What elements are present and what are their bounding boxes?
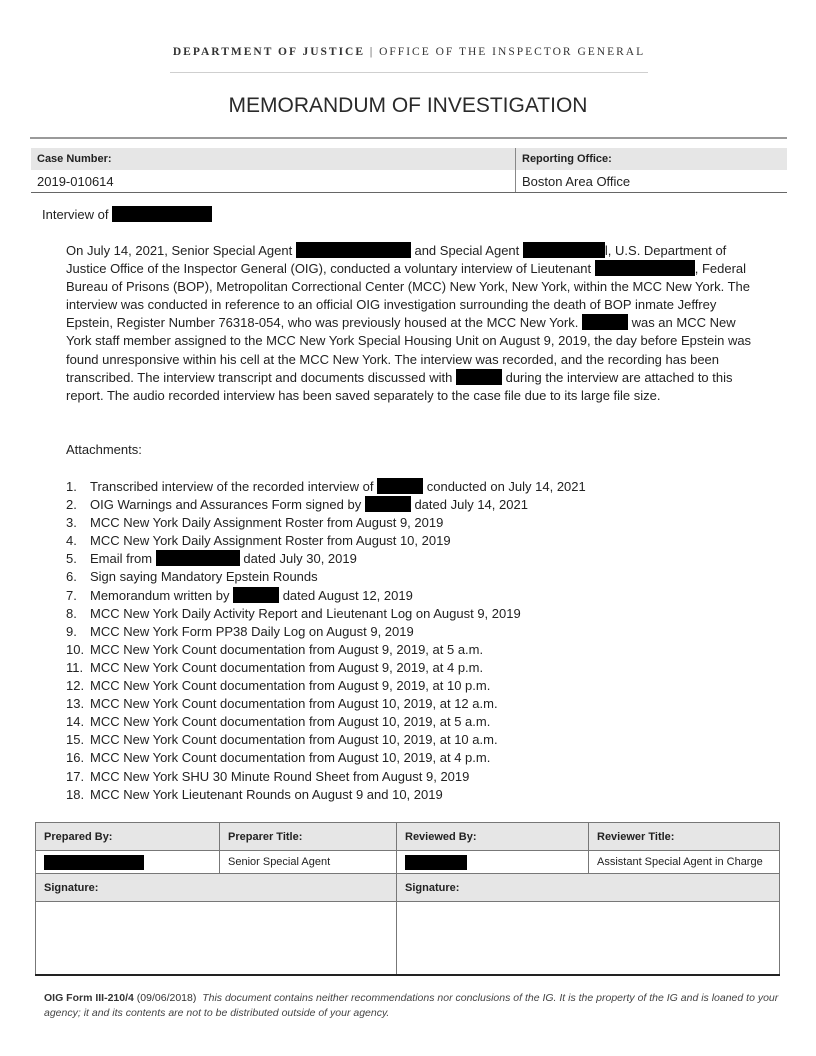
preparer-title-label: Preparer Title: [220,823,397,851]
reporting-office-value: Boston Area Office [516,170,788,193]
preparer-signature-box [36,902,397,976]
redaction-bar [523,242,605,258]
prepared-by-label: Prepared By: [36,823,220,851]
list-item: 7. Memorandum written by dated August 12, 2019 [66,587,413,603]
prepared-by-value [36,851,220,874]
reviewer-title-label: Reviewer Title: [589,823,780,851]
redaction-bar [377,478,423,494]
list-item: 3. MCC New York Daily Assignment Roster from August 9, 2019 [66,515,444,531]
list-item: 4. MCC New York Daily Assignment Roster from August 10, 2019 [66,533,451,549]
header-divider [170,72,648,73]
redaction-bar [233,587,279,603]
agency-name: DEPARTMENT OF JUSTICE [172,46,366,58]
case-number-label: Case Number: [31,148,516,170]
list-item: 6. Sign saying Mandatory Epstein Rounds [66,569,318,585]
list-item: 12. MCC New York Count documentation from August 9, 2019, at 10 p.m. [66,678,491,694]
preparer-title-value: Senior Special Agent [220,851,397,874]
signature-label-left: Signature: [36,874,397,902]
signature-table [35,822,780,976]
attachments-list [66,478,766,804]
redaction-bar [365,496,411,512]
redaction-bar [44,855,144,870]
narrative-text: during the interview are attached to this report. The audio recorded interview has been saved separately to the case file due to its large file size. [66,369,733,403]
list-item: 15. MCC New York Count documentation from August 10, 2019, at 10 a.m. [66,732,498,748]
header-separator: | [369,46,375,58]
list-item: 5. Email from dated July 30, 2019 [66,551,357,567]
list-item: 18. MCC New York Lieutenant Rounds on August 9 and 10, 2019 [66,786,443,802]
narrative-paragraph [66,242,756,405]
list-item: 11. MCC New York Count documentation from August 9, 2019, at 4 p.m. [66,659,484,675]
case-number-value: 2019-010614 [31,170,516,193]
agency-header [170,46,648,58]
list-item: 13. MCC New York Count documentation from August 10, 2019, at 12 a.m. [66,696,498,712]
redaction-bar [296,242,411,258]
form-id: OIG Form III-210/4 [44,992,134,1004]
title-divider [30,137,787,139]
narrative-text: was an MCC New York staff member assigned to the MCC New York Special Housing Unit on August 9, 2019, the day before Epstein was found unresponsive within his cell at the MCC New York. The interview was recorded, and the recording has been transcribed. The interview transcript and documents discussed with [66,315,752,385]
narrative-text: , Federal Bureau of Prisons (BOP), Metropolitan Correctional Center (MCC) New York, New York, within the MCC New York. The interview was conducted in reference to an official OIG investigation surrounding the death of BOP inmate Jeffrey Epstein, Register Number 76318-054, who was previously housed at the MCC New York. [66,261,750,331]
signature-label-right: Signature: [397,874,780,902]
reporting-office-label: Reporting Office: [516,148,788,170]
redaction-bar [405,855,467,870]
disclaimer: This document contains neither recommendations nor conclusions of the IG. It is the property of the IG and is loaned to your agency; it and its contents are not to be distributed outside of your agency. [44,992,779,1019]
narrative-text: On July 14, 2021, Senior Special Agent [66,243,293,258]
case-info-table [31,148,787,193]
list-item: 9. MCC New York Form PP38 Daily Log on August 9, 2019 [66,623,414,639]
redaction-bar [595,260,695,276]
redaction-bar [582,314,628,330]
attachments-heading: Attachments: [66,442,142,457]
form-footer [44,991,784,1021]
redaction-bar [156,550,240,566]
list-item: 1. Transcribed interview of the recorded interview of conducted on July 14, 2021 [66,479,586,494]
redaction-bar [456,369,502,385]
list-item: 10. MCC New York Count documentation from August 9, 2019, at 5 a.m. [66,641,484,657]
narrative-text: and Special Agent [414,243,520,258]
narrative-text: l, U.S. Department of Justice Office of the Inspector General (OIG), conducted a voluntary interview of Lieutenant [66,243,727,277]
reviewer-title-value: Assistant Special Agent in Charge [589,851,780,874]
list-item: 16. MCC New York Count documentation from August 10, 2019, at 4 p.m. [66,750,491,766]
office-name: OFFICE OF THE INSPECTOR GENERAL [379,46,646,58]
subject-label: Interview of [42,207,109,222]
page-title: MEMORANDUM OF INVESTIGATION [228,94,588,117]
list-item: 14. MCC New York Count documentation from August 10, 2019, at 5 a.m. [66,714,491,730]
list-item: 2. OIG Warnings and Assurances Form signed by dated July 14, 2021 [66,497,528,513]
redaction-bar [112,206,212,222]
list-item: 17. MCC New York SHU 30 Minute Round Sheet from August 9, 2019 [66,768,470,784]
form-date: (09/06/2018) [136,992,197,1004]
reviewer-signature-box [397,902,780,976]
reviewed-by-label: Reviewed By: [397,823,589,851]
reviewed-by-value [397,851,589,874]
list-item: 8. MCC New York Daily Activity Report and Lieutenant Log on August 9, 2019 [66,605,521,621]
subject-line [42,206,212,222]
